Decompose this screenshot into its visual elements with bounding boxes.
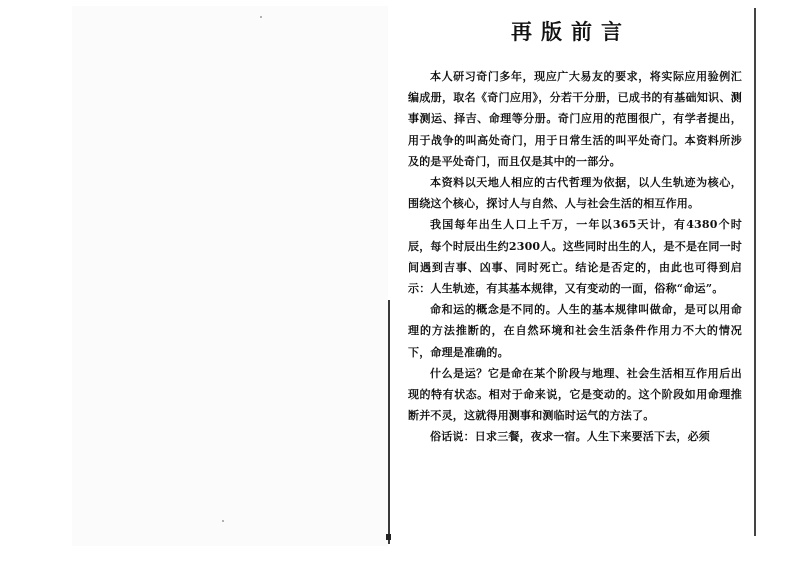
- right-text-page: [390, 6, 752, 540]
- paragraph: 命和运的概念是不同的。人生的基本规律叫做命，是可以用命理的方法推断的，在自然环境和社会生活条件作用力不大的情况下，命理是准确的。: [408, 303, 742, 359]
- paragraph: 什么是运？它是命在某个阶段与地理、社会生活相互作用后出现的特有状态。相对于命来说，它是变动的。这个阶段如用命理推断并不灵，这就得用测事和测临时运气的方法了。: [408, 366, 742, 423]
- left-blank-page: [72, 6, 388, 546]
- paragraph: 本资料以天地人相应的古代哲理为依据，以人生轨迹为核心，围绕这个核心，探讨人与自然、人与社会生活的相互作用。: [408, 176, 742, 211]
- paragraph: 我国每年出生人口上千万，一年以365天计，有4380个时辰，每个时辰出生约2300人。这些同时出生的人，是不是在同一时间遇到吉事、凶事、同时死亡。结论是否定的，由此也可得到启示：人生轨迹，有其基本规律，又有变动的一面，俗称“命运”。: [408, 218, 742, 296]
- scan-speck: [260, 16, 262, 18]
- page-body: [408, 66, 742, 448]
- paragraph: 俗话说：日求三餐，夜求一宿。人生下来要活下去，必须: [430, 430, 710, 444]
- paragraph: 本人研习奇门多年，现应广大易友的要求，将实际应用验例汇编成册，取名《奇门应用》，分若干分册，已成书的有基础知识、测事测运、择吉、命理等分册。奇门应用的范围很广，有学者提出，用于战争的叫高处奇门，用于日常生活的叫平处奇门。本资料所涉及的是平处奇门，而且仅是其中的一部分。: [408, 70, 742, 168]
- page-right-edge: [754, 8, 756, 536]
- page-title: 再版前言: [511, 19, 631, 44]
- scan-speck: [222, 520, 224, 522]
